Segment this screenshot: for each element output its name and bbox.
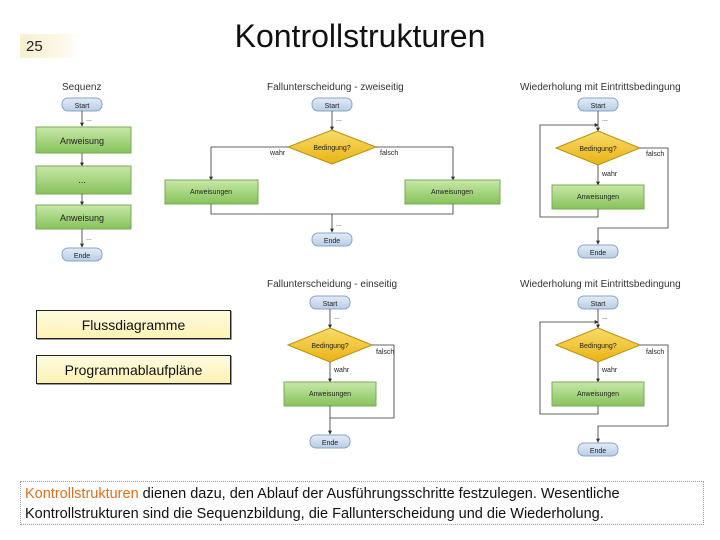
true-label: wahr [602,171,618,178]
two-way-branch-flowchart [165,82,500,246]
dots-label: ... [336,116,342,123]
start-label: Start [324,103,340,110]
sequence-flowchart [36,82,131,261]
start-label: Start [590,301,606,308]
dots-label: ... [336,221,342,228]
callout-programmablaufplaene-text: Programmablaufpläne [64,361,203,378]
process-label: Anweisungen [308,391,352,398]
callout-flussdiagramme-text: Flussdiagramme [81,316,186,333]
true-label: wahr [602,367,618,374]
dots-label: ... [602,314,608,321]
true-label: wahr [270,150,286,157]
process-label: ... [78,175,86,185]
false-label: falsch [646,151,665,158]
decision-label: Bedingung? [311,343,349,350]
header-sequenz: Sequenz [62,82,102,93]
start-label: Start [590,103,606,110]
loop-flowchart-bottom [520,279,681,456]
loop-flowchart-top [520,82,681,258]
decision-label: Bedingung? [313,145,351,152]
dots-label: ... [86,235,92,242]
true-label: wahr [334,367,350,374]
false-label: falsch [380,150,399,157]
header-fall-ein: Fallunterscheidung - einseitig [267,279,398,290]
header-wdh-bottom: Wiederholung mit Eintrittsbedingung [520,279,681,290]
decision-label: Bedingung? [579,146,617,153]
callout-flussdiagramme [36,310,231,339]
end-label: Ende [589,250,607,257]
process-label: Anweisungen [189,189,233,196]
header-wdh-top: Wiederholung mit Eintrittsbedingung [520,82,681,93]
caption-highlight: Kontrollstrukturen [25,486,139,502]
decision-label: Bedingung? [579,343,617,350]
end-label: Ende [73,253,91,260]
callout-programmablaufplaene [36,355,231,384]
false-label: falsch [646,349,665,356]
process-label: Anweisung [59,213,105,223]
end-label: Ende [589,448,607,455]
process-label: Anweisung [59,136,105,146]
caption-text: dienen dazu, den Ablauf der Ausführungsschritte festzulegen. Wesentliche Kontrollstrukturen sind die Sequenzbildung, die Fallunterscheidung und die Wiederholung. [25,486,620,522]
end-label: Ende [323,238,341,245]
dots-label: ... [602,116,608,123]
dots-label: ... [334,314,340,321]
end-label: Ende [321,440,339,447]
start-label: Start [74,103,90,110]
dots-label: ... [86,116,92,123]
process-label: Anweisungen [576,194,620,201]
header-fall-zwei: Fallunterscheidung - zweiseitig [267,82,404,93]
page-number: 25 [26,38,43,55]
start-label: Start [322,301,338,308]
process-label: Anweisungen [430,189,474,196]
caption [20,481,704,525]
slide-title-text: Kontrollstrukturen [234,18,486,54]
one-way-branch-flowchart [267,279,397,448]
false-label: falsch [376,349,395,356]
process-label: Anweisungen [576,391,620,398]
